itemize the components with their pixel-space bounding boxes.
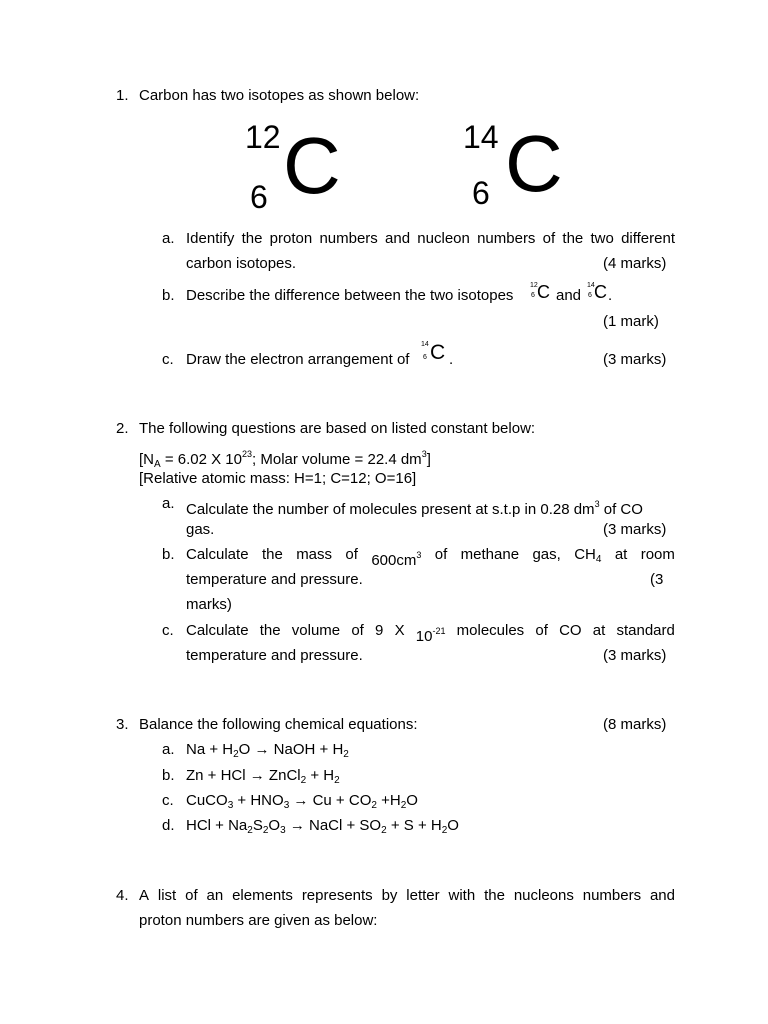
- q2c-marks: (3 marks): [603, 647, 667, 664]
- q1b-and: and: [556, 287, 582, 304]
- q2b-line1: [186, 546, 675, 570]
- q2b-word: gas,: [532, 546, 561, 563]
- q1c-text: Draw the electron arrangement of: [186, 351, 410, 368]
- q1-intro: Carbon has two isotopes as shown below:: [139, 87, 420, 104]
- q2b-word: at: [614, 546, 628, 563]
- q1b-iso2-mass: 14: [587, 282, 595, 289]
- q4-word: of: [185, 887, 198, 904]
- q2c-word: standard: [616, 622, 675, 639]
- q2b-word: mass: [296, 546, 333, 563]
- q3a-equation: $Na + H_2O$ → NaOH + $H_2$: [186, 741, 349, 760]
- isotope-c14-mass: 14: [463, 119, 499, 155]
- q2-c1-p2: = 6.02 X 10: [160, 451, 242, 468]
- q1b-marks: (1 mark): [603, 313, 659, 330]
- q2a-line1-sup: 3: [594, 499, 600, 509]
- q2b-word: CH: [574, 546, 596, 563]
- q2c-word: the: [259, 622, 281, 639]
- q2a-line1a: Calculate the number of molecules present at s.t.p in 0.28 dm: [186, 501, 595, 518]
- q4-word: list: [157, 887, 177, 904]
- q4-word: represents: [301, 887, 373, 904]
- q2b-marks-a: (3: [650, 571, 664, 588]
- q2c-sup: -21: [432, 626, 446, 636]
- q1b-iso2-symbol: C: [594, 282, 607, 302]
- q4-word: nucleons: [513, 887, 574, 904]
- q4-word: with: [448, 887, 476, 904]
- q1b-iso1-symbol: C: [537, 282, 550, 302]
- arrow-icon: →: [254, 741, 270, 758]
- q3b-equation: Zn + HCl → ZnCl$_2$ + $H_2$: [186, 767, 340, 786]
- q1b-iso1-proton: 6: [531, 292, 535, 299]
- q2-c1-sub: A: [154, 459, 161, 470]
- q3c-letter: c.: [162, 792, 174, 809]
- q2b-word: the: [261, 546, 283, 563]
- q2b-word: methane: [460, 546, 520, 563]
- q4-word: by: [381, 887, 398, 904]
- q1c-iso-mass: 14: [421, 341, 429, 348]
- q1-number: 1.: [116, 87, 129, 104]
- q4-word: A: [139, 887, 150, 904]
- q4-word: the: [484, 887, 505, 904]
- q1a-marks: (4 marks): [603, 255, 667, 272]
- q2-c1-sup2: 3: [421, 449, 427, 459]
- q2-c1-p1: [N: [139, 451, 154, 468]
- q2b-word: 600cm: [371, 552, 417, 569]
- isotope-c12-mass: 12: [245, 119, 281, 155]
- q2c-line1: [186, 622, 675, 646]
- q3c-equation: CuCO$_3$ + $HNO_3 \to Cu + CO_2 +H_2O$: [186, 792, 418, 811]
- q1a-line1: Identify the proton numbers and nucleon numbers of the two different: [186, 230, 675, 247]
- q1b-text: Describe the difference between the two isotopes: [186, 287, 514, 304]
- q4-word: an: [206, 887, 224, 904]
- q2b-sup: 3: [416, 550, 422, 560]
- q2a-line1b: of CO: [599, 501, 643, 518]
- q1a-letter: a.: [162, 230, 175, 247]
- q1c-iso-proton: 6: [423, 354, 427, 361]
- q4-word: numbers: [582, 887, 642, 904]
- q1c-letter: c.: [162, 351, 174, 368]
- q2b-word-formula: [574, 546, 601, 570]
- q2a-line2: gas.: [186, 521, 215, 538]
- q2-number: 2.: [116, 420, 129, 437]
- q1b-period: .: [608, 287, 613, 304]
- q2c-word: of: [535, 622, 548, 639]
- q2c-word: Calculate: [186, 622, 249, 639]
- isotope-c14-proton: 6: [472, 175, 490, 211]
- q2c-word: CO: [559, 622, 582, 639]
- q3-number: 3.: [116, 716, 129, 733]
- q2-intro: The following questions are based on listed constant below:: [139, 420, 536, 437]
- arrow-icon: →: [293, 792, 309, 809]
- q4-word: and: [649, 887, 675, 904]
- q2-c1-p4: ]: [426, 451, 431, 468]
- q4-line2: proton numbers are given as below:: [139, 912, 378, 929]
- isotope-c14-symbol: C: [505, 119, 563, 208]
- q2b-marks-b: marks): [186, 596, 232, 613]
- q3-intro: Balance the following chemical equations:: [139, 716, 418, 733]
- q3d-equation: HCl + $Na_2S_2O_3$ → NaCl + $SO_2 + S + H_2O$: [186, 817, 459, 836]
- q4-line1: [139, 887, 675, 905]
- q4-number: 4.: [116, 887, 129, 904]
- q2a-marks: (3 marks): [603, 521, 667, 538]
- q2c-word: of: [351, 622, 364, 639]
- q2b-word-volume: [371, 546, 421, 570]
- q2b-sub: 4: [595, 554, 602, 565]
- q2-c1-p3: ; Molar volume = 22.4 dm: [252, 451, 422, 468]
- q3b-letter: b.: [162, 767, 175, 784]
- q2c-line2: temperature and pressure.: [186, 647, 363, 664]
- q2c-word: at: [592, 622, 606, 639]
- q2b-word: room: [640, 546, 675, 563]
- q2b-letter: b.: [162, 546, 175, 563]
- q2-c1-sup: 23: [242, 449, 253, 459]
- isotope-c12-symbol: C: [283, 121, 341, 210]
- q2c-word-power: [416, 622, 446, 646]
- q2b-line2: temperature and pressure.: [186, 571, 363, 588]
- q1c-iso-symbol: C: [430, 341, 446, 364]
- q3a-letter: a.: [162, 741, 175, 758]
- q1b-iso1-mass: 12: [530, 282, 538, 289]
- q2a-letter: a.: [162, 495, 175, 512]
- isotope-c12-proton: 6: [250, 179, 268, 215]
- arrow-icon: →: [289, 817, 305, 834]
- q2c-word: 10: [415, 628, 433, 645]
- q1a-line2: carbon isotopes.: [186, 255, 297, 272]
- q2a-line1: [186, 495, 643, 519]
- q2c-word: 9: [375, 622, 384, 639]
- q2c-letter: c.: [162, 622, 174, 639]
- q1b-letter: b.: [162, 287, 175, 304]
- q2b-word: of: [345, 546, 358, 563]
- q3-marks: (8 marks): [603, 716, 667, 733]
- q1b-iso2-proton: 6: [588, 292, 592, 299]
- q2b-word: Calculate: [186, 546, 249, 563]
- q3d-letter: d.: [162, 817, 175, 834]
- q4-word: letter: [406, 887, 440, 904]
- q4-word: elements: [232, 887, 293, 904]
- q2-constants-line2: [Relative atomic mass: H=1; C=12; O=16]: [139, 470, 417, 487]
- q2c-word: molecules: [456, 622, 525, 639]
- q1c-marks: (3 marks): [603, 351, 667, 368]
- q2b-word: of: [434, 546, 448, 563]
- q2c-word: X: [394, 622, 405, 639]
- q2c-word: volume: [291, 622, 341, 639]
- q1c-period: .: [449, 351, 454, 368]
- arrow-icon: →: [249, 767, 265, 784]
